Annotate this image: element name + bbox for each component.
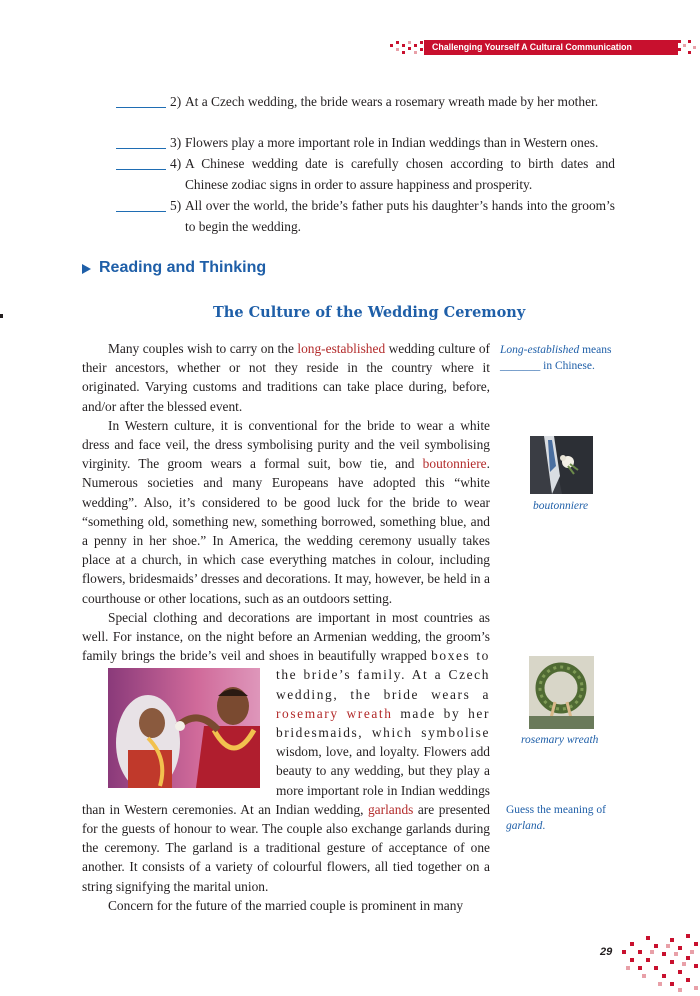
indian-wedding-photo [82,668,260,788]
exercise-number: 4) [170,156,182,171]
header-end-decoration [678,38,700,58]
highlight-garlands: garlands [367,801,414,817]
highlight-boutonniere: boutonniere [422,456,487,472]
exercise-text: All over the world, the bride’s father puts his daughter’s hands into the groom’s to begin the wedding. [185,198,615,234]
answer-blank[interactable] [116,195,166,212]
exercise-number: 2) [170,94,182,109]
footer-pixel-decoration [620,930,700,996]
highlight-long-established: long-established [297,341,386,356]
answer-blank[interactable] [116,153,166,170]
paragraph-4: Concern for the future of the married couple is prominent in many [108,897,464,913]
exercise-number: 3) [170,135,182,150]
rosemary-wreath-photo [529,656,594,729]
article-title: The Culture of the Wedding Ceremony [213,304,526,321]
article-body [82,339,490,915]
exercise-text: A Chinese wedding date is carefully chosen according to birth dates and Chinese zodiac signs in order to assure happiness and prosperity. [185,156,615,192]
paragraph-2: In Western culture, it is conventional for the bride to wear a white dress and face veil, the dress symbolising purity and the veil symbolising virginity. The groom wears a formal suit, bow tie, and boutonniere. Numerous societies and many Europeans have adopted this “white wedding”. Also, it’s considered to be good luck for the bride to wear “something old, something new, something borrowed, something blue, and a penny in her shoe.” In America, the wedding ceremony usually takes place at a church, in which case everything matches in colour, including flowers, bridesmaids’ dresses and decorations. It may, however, be held in a courthouse or other locations, such as an outdoors setting. [82,417,490,606]
paragraph-3: Special clothing and decorations are important in most countries as well. For instance, on the night before an Armenian wedding, the groom’s family brings the bride’s veil and shoes in beautifully wrapped boxes to the bride’s family. At a Czech wedding, the bride wears a rosemary wreath made by her bridesmaids, which symbolise wisdom, love, and loyalty. Flowers add beauty to any wedding, but they play a more important role in Indian weddings than in Western ceremonies. At an Indian wedding, garlands are presented for the guests of honour to wear. The couple also exchange garlands during the ceremony. The garland is a traditional gesture of acceptance of one another. It consists of a variety of colourful flowers, all tied together on a string signifying the marital union. [82,609,491,894]
section-arrow-icon [82,264,91,274]
paragraph-1: Many couples wish to carry on the long-established wedding culture of their ancestors, whether or not they reside in the country where it originated. Varying customs and traditions can take place during, before, and/or after the blessed event. [82,341,490,414]
exercise-number: 5) [170,198,182,213]
boutonniere-photo [530,436,593,494]
boutonniere-caption: boutonniere [533,500,589,512]
header-title: Challenging Yourself A Cultural Communication [432,42,632,52]
page-number: 29 [600,946,613,958]
answer-blank[interactable] [116,132,166,149]
exercise-text: At a Czech wedding, the bride wears a rosemary wreath made by her mother. [185,94,599,109]
note-long-established: Long-established means _______ in Chinese. [500,344,612,372]
highlight-rosemary-wreath: rosemary wreath [276,705,393,721]
rosemary-wreath-caption: rosemary wreath [521,734,599,746]
answer-blank[interactable] [116,91,166,108]
header-pixel-decoration [386,38,426,58]
section-title: Reading and Thinking [99,259,267,276]
note-garland: Guess the meaning of garland. [506,804,606,832]
exercise-text: Flowers play a more important role in Indian weddings than in Western ones. [185,135,599,150]
